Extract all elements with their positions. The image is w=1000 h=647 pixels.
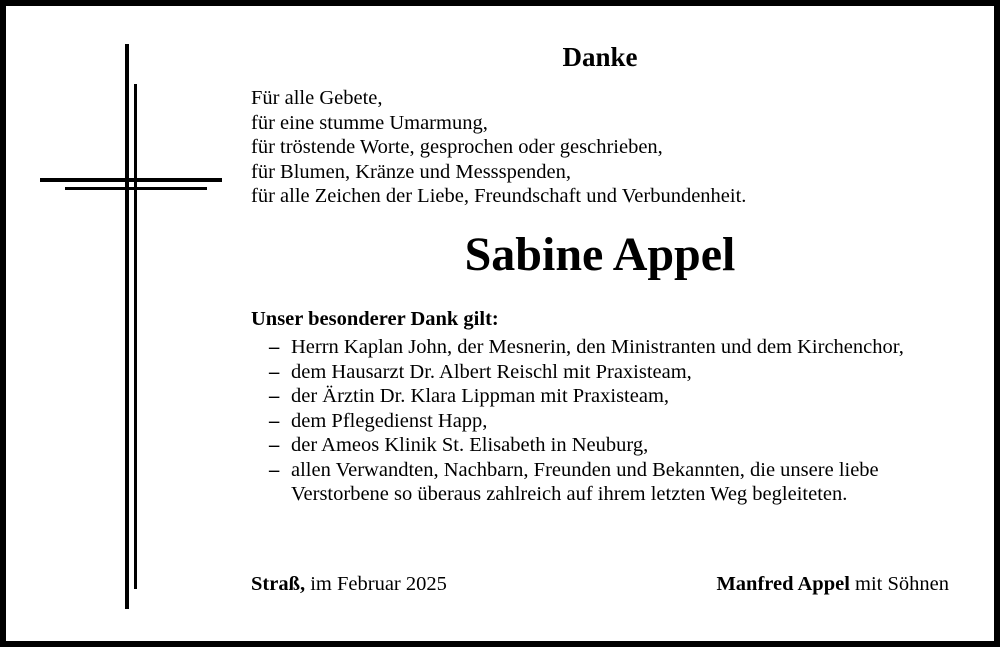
cross-icon (40, 44, 225, 609)
signature (716, 572, 949, 596)
signer-suffix: mit Söhnen (855, 573, 949, 595)
poem-line: Für alle Gebete, (251, 87, 383, 109)
poem-line: für alle Zeichen der Liebe, Freundschaft und Verbundenheit. (251, 185, 747, 207)
dash-bullet: – (269, 385, 280, 407)
list-item (251, 433, 961, 458)
list-item-text: der Ärztin Dr. Klara Lippman mit Praxisteam, (291, 385, 670, 407)
list-item-text: allen Verwandten, Nachbarn, Freunden und Bekannten, die unsere liebe Verstorbene so überaus zahlreich auf ihrem letzten Weg begleiteten. (291, 458, 879, 505)
deceased-name: Sabine Appel (464, 227, 736, 281)
dash-bullet: – (269, 336, 280, 358)
list-item-text: Herrn Kaplan John, der Mesnerin, den Ministranten und dem Kirchenchor, (291, 336, 904, 358)
poem-line: für tröstende Worte, gesprochen oder geschrieben, (251, 136, 663, 158)
place: Straß, (251, 573, 306, 595)
poem-line: für eine stumme Umarmung, (251, 111, 488, 134)
list-item (251, 458, 961, 507)
dash-bullet: – (269, 409, 280, 432)
list-item (251, 384, 961, 409)
list-item-text: dem Hausarzt Dr. Albert Reischl mit Praxisteam, (291, 360, 692, 383)
dash-bullet: – (269, 434, 280, 456)
dash-bullet: – (269, 458, 280, 481)
date: im Februar 2025 (310, 573, 447, 595)
thanks-list (251, 335, 961, 507)
place-date (251, 572, 447, 596)
main-content (251, 38, 961, 507)
list-item-text: dem Pflegedienst Happ, (291, 409, 488, 432)
thanks-heading: Unser besonderer Dank gilt: (251, 307, 499, 330)
poem-line: für Blumen, Kränze und Messspenden, (251, 160, 571, 183)
dash-bullet: – (269, 360, 280, 383)
list-item (251, 409, 961, 434)
poem (251, 86, 961, 209)
list-item (251, 335, 961, 360)
signer-name: Manfred Appel (716, 573, 850, 595)
page-title: Danke (562, 42, 638, 72)
list-item-text: der Ameos Klinik St. Elisabeth in Neuburg, (291, 434, 649, 456)
list-item (251, 360, 961, 385)
